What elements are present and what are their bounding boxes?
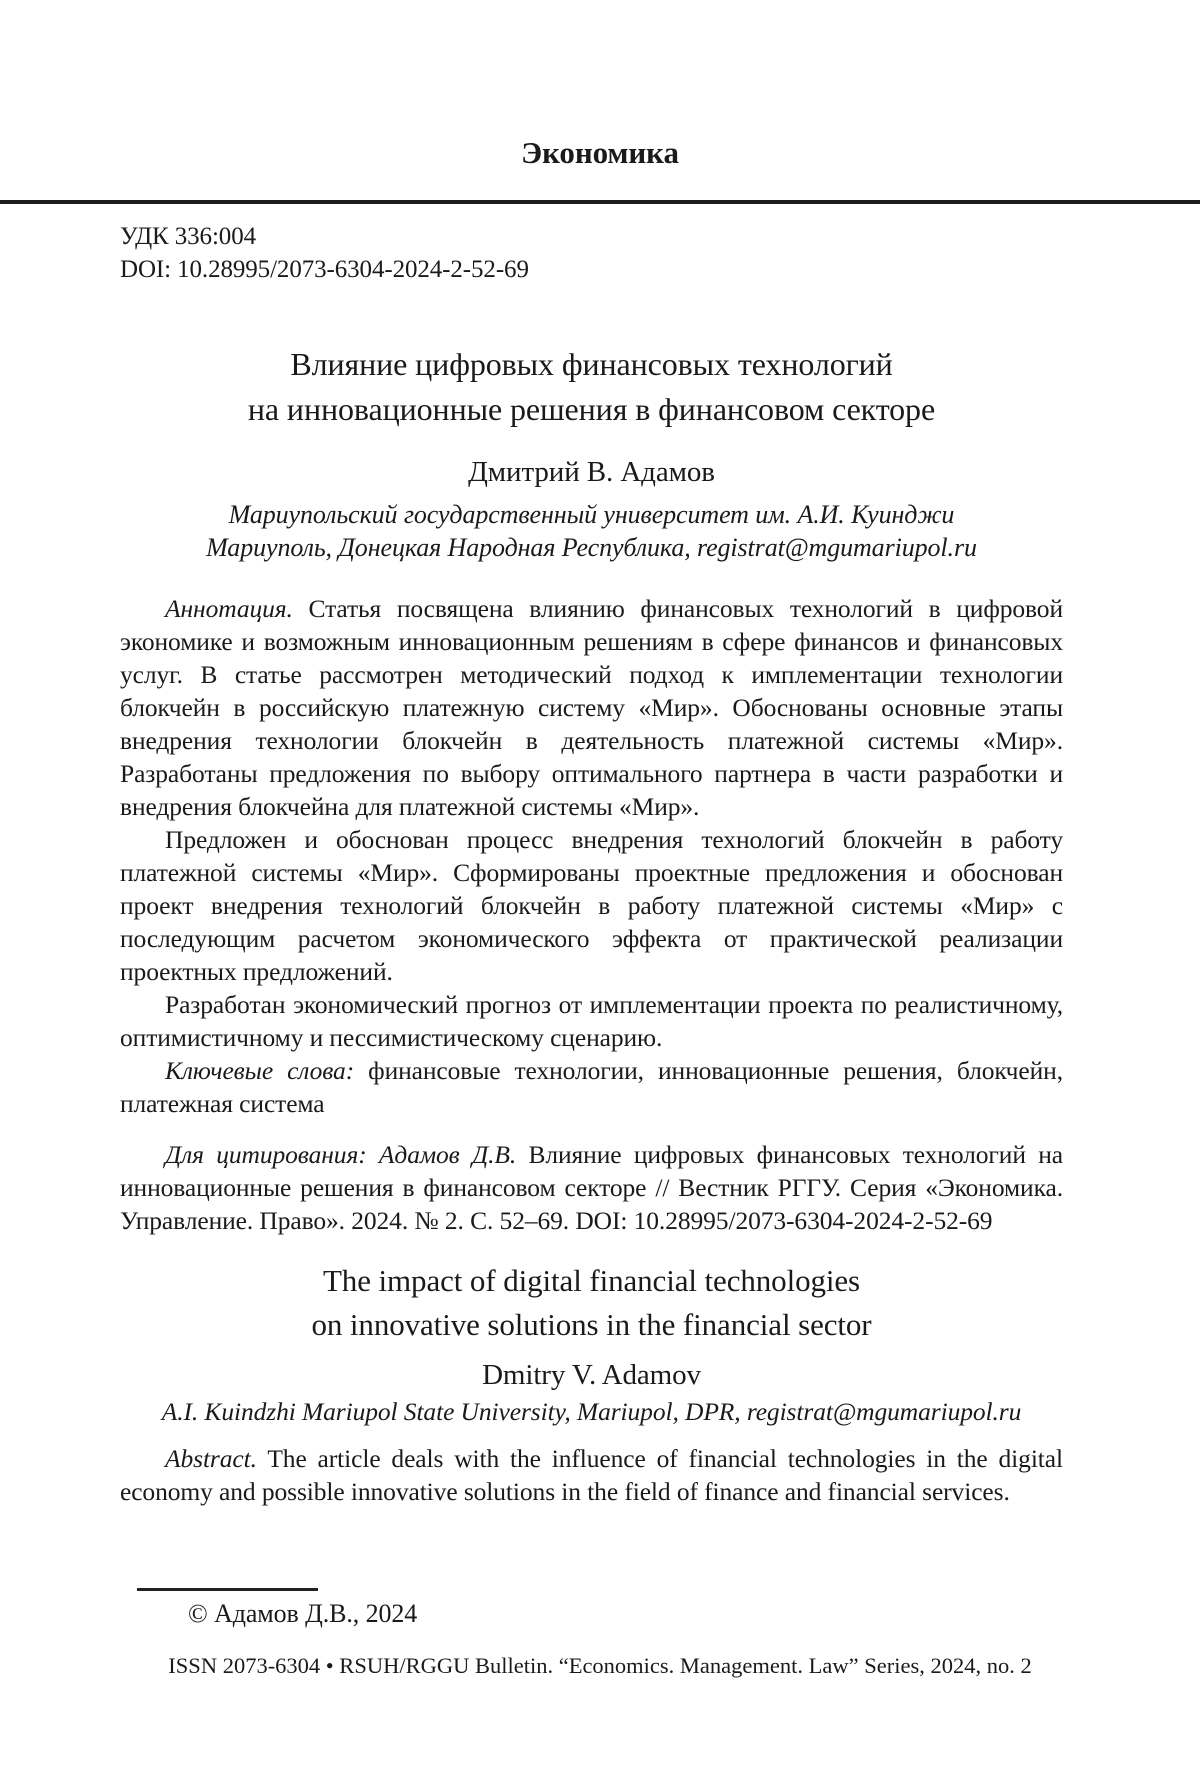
article-meta	[120, 220, 1063, 286]
abstract-ru-label: Аннотация.	[165, 594, 293, 623]
abstract-en-paragraph	[120, 1442, 1063, 1508]
abstract-ru-block	[120, 592, 1063, 1120]
keywords-ru	[120, 1054, 1063, 1120]
page-footer	[0, 1588, 1200, 1681]
article-title-en	[120, 1259, 1063, 1347]
author-name-en: Dmitry V. Adamov	[482, 1359, 701, 1391]
article-title-ru	[120, 342, 1063, 432]
citation-text: Влияние цифровых финансовых технологий на инновационные решения в финансовом секторе // Вестник РГГУ. Серия «Экономика. Управление. Право». 2024. № 2. С. 52–69. DOI: 10.28995/2073-6304-2024-2-52-69	[120, 1140, 1063, 1235]
affiliation-ru	[120, 498, 1063, 564]
header-rule	[0, 200, 1200, 204]
citation-block	[120, 1138, 1063, 1237]
article-title-ru-line2: на инновационные решения в финансовом секторе	[247, 391, 936, 427]
keywords-ru-label: Ключевые слова:	[165, 1056, 355, 1085]
affiliation-en: A.I. Kuindzhi Mariupol State University, Mariupol, DPR, registrat@mgumariupol.ru	[161, 1397, 1022, 1426]
udk-code: УДК 336:004	[120, 223, 256, 250]
abstract-en-text: The article deals with the influence of financial technologies in the digital economy and possible innovative solutions in the field of finance and financial services.	[120, 1444, 1063, 1506]
doi-code: DOI: 10.28995/2073-6304-2024-2-52-69	[120, 256, 529, 283]
citation-paragraph	[120, 1138, 1063, 1237]
copyright-line: © Адамов Д.В., 2024	[188, 1599, 418, 1628]
section-header: Экономика	[521, 135, 679, 170]
citation-label: Для цитирования:	[165, 1140, 367, 1169]
abstract-ru-paragraph-2: Предложен и обоснован процесс внедрения технологий блокчейн в работу платежной системы «Мир». Сформированы проектные предложения и обоснован проект внедрения технологий блокчейн в работу платежной системы «Мир» с последующим расчетом экономического эффекта от практической реализации проектных предложений.	[120, 825, 1063, 986]
abstract-en-label: Abstract.	[165, 1444, 257, 1473]
citation-author: Адамов Д.В.	[366, 1140, 517, 1169]
issn-footer: ISSN 2073-6304 • RSUH/RGGU Bulletin. “Economics. Management. Law” Series, 2024, no. 2	[168, 1653, 1032, 1678]
author-name-ru: Дмитрий В. Адамов	[468, 456, 715, 488]
abstract-ru-paragraph-3: Разработан экономический прогноз от имплементации проекта по реалистичному, оптимистичному и пессимистическому сценарию.	[120, 990, 1063, 1052]
content-column	[120, 220, 1063, 1508]
article-title-en-line1: The impact of digital financial technologies	[322, 1263, 861, 1298]
abstract-ru-paragraph-1	[120, 592, 1063, 823]
keywords-ru-text: финансовые технологии, инновационные решения, блокчейн, платежная система	[120, 1056, 1063, 1118]
abstract-ru-text-1: Статья посвящена влиянию финансовых технологий в цифровой экономике и возможным инновационным решениям в сфере финансов и финансовых услуг. В статье рассмотрен методический подход к имплементации технологии блокчейн в российскую платежную систему «Мир». Обоснованы основные этапы внедрения технологии блокчейн в деятельность платежной системы «Мир». Разработаны предложения по выбору оптимального партнера в части разработки и внедрения блокчейна для платежной системы «Мир».	[120, 594, 1063, 821]
abstract-en-block	[120, 1442, 1063, 1508]
affiliation-ru-line1: Мариупольский государственный университет им. А.И. Куинджи	[228, 500, 955, 529]
article-title-ru-line1: Влияние цифровых финансовых технологий	[290, 346, 893, 382]
affiliation-ru-line2: Мариуполь, Донецкая Народная Республика, registrat@mgumariupol.ru	[206, 533, 977, 562]
article-title-en-line2: on innovative solutions in the financial sector	[311, 1307, 872, 1342]
footnote-rule	[137, 1588, 318, 1591]
